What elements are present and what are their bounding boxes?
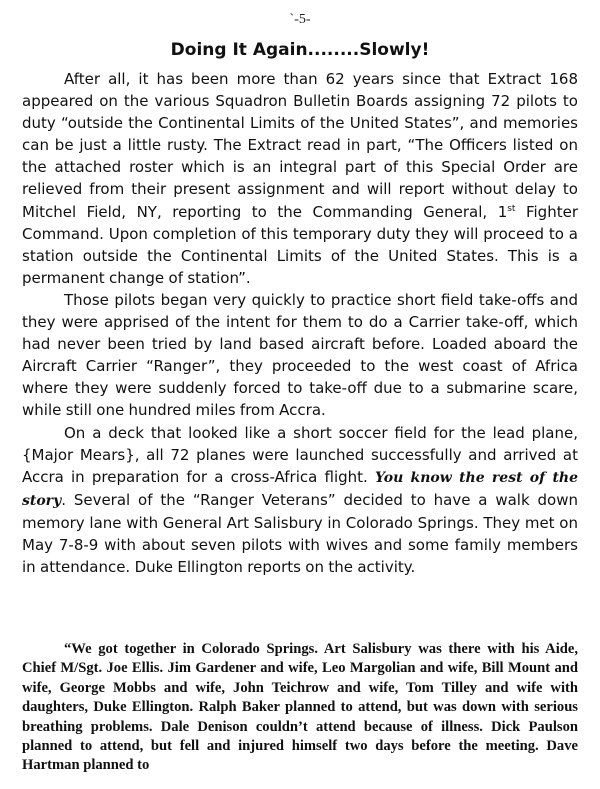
paragraph-extract: [22, 68, 578, 289]
article-body: [22, 68, 578, 578]
paragraph-takeoff: Those pilots began very quickly to practice short field take-offs and they were apprised of the intent for them to do a Carrier take-off, which had never been tried by land based aircraft before. Loaded aboard the Aircraft Carrier “Ranger”, they proceeded to the west coast of Africa where they were suddenly forced to take-off due to a submarine scare, while still one hundred miles from Accra.: [22, 290, 578, 420]
quoted-report: [22, 640, 578, 776]
handwritten-phrase: You know the rest of the story: [22, 469, 578, 509]
ordinal-superscript: st: [507, 203, 516, 214]
paragraph-reunion-text-a: On a deck that looked like a short soccer field for the lead plane, {Major Mears}, all 72 planes were launched successfully and arrived at Accra in preparation for a cross-Africa flight.: [22, 423, 578, 486]
paragraph-extract-text-b: Fighter Command. Upon completion of this temporary duty they will proceed to a station outside the Continental Limits of the United States. This is a permanent change of station”.: [22, 202, 578, 287]
newsletter-page: [22, 12, 578, 782]
page-number: `-5-: [289, 12, 311, 27]
article-title: Doing It Again........Slowly!: [170, 40, 430, 60]
paragraph-reunion-text-b: . Several of the “Ranger Veterans” decided to have a walk down memory lane with General Art Salisbury in Colorado Springs. They met on May 7-8-9 with about seven pilots with wives and some family members in attendance. Duke Ellington reports on the activity.: [22, 490, 578, 577]
paragraph-reunion: [22, 422, 578, 579]
paragraph-extract-text-a: After all, it has been more than 62 years since that Extract 168 appeared on the various Squadron Bulletin Boards assigning 72 pilots to duty “outside the Continental Limits of the United States”, and memories can be just a little rusty. The Extract read in part, “The Officers listed on the attached roster which is an integral part of this Special Order are relieved from their present assignment and will report without delay to Mitchel Field, NY, reporting to the Commanding General, 1: [22, 70, 578, 221]
quote-paragraph: “We got together in Colorado Springs. Art Salisbury was there with his Aide, Chief M/Sgt. Joe Ellis. Jim Gardener and wife, Leo Margolian and wife, Bill Mount and wife, George Mobbs and wife, John Teichrow and wife, Tom Tilley and wife with daughters, Duke Ellington. Ralph Baker planned to attend, but was down with serious breathing problems. Dale Denison couldn’t attend because of illness. Dick Paulson planned to attend, but fell and injured himself two days before the meeting. Dave Hartman planned to: [22, 641, 578, 774]
